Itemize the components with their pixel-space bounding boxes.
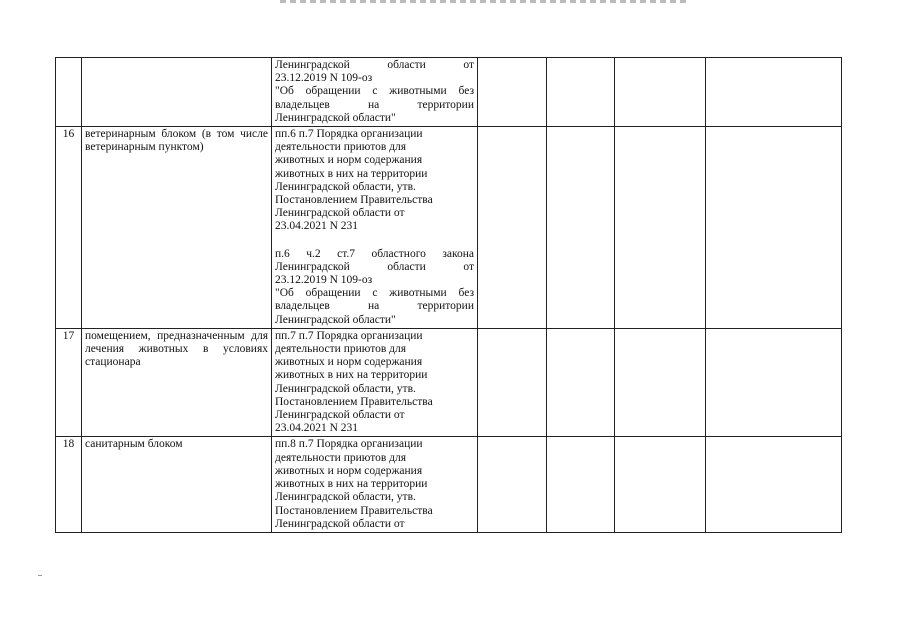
empty-cell — [706, 328, 842, 437]
reference-line: деятельности приютов для — [275, 451, 407, 464]
paragraph-gap — [275, 234, 474, 248]
empty-cell — [478, 328, 547, 437]
legal-reference — [272, 127, 478, 329]
reference-line: Ленинградской области, утв. — [275, 180, 416, 193]
reference-line: пп.7 п.7 Порядка организации — [275, 329, 423, 342]
reference-line: 23.04.2021 N 231 — [275, 220, 359, 233]
reference-line: 23.04.2021 N 231 — [275, 422, 359, 435]
table-row — [56, 127, 842, 329]
empty-cell — [615, 437, 706, 532]
empty-cell — [615, 127, 706, 329]
reference-line: Ленинградской области, утв. — [275, 382, 416, 395]
reference-line: пп.8 п.7 Порядка организации — [275, 438, 423, 451]
reference-line: Постановлением Правительства — [275, 194, 433, 207]
table-body — [56, 58, 842, 533]
table-row — [56, 58, 842, 127]
reference-line: Постановлением Правительства — [275, 395, 433, 408]
empty-cell — [615, 328, 706, 437]
reference-line: владельцев на территории — [275, 300, 474, 313]
empty-cell — [547, 328, 615, 437]
reference-line: пп.6 п.7 Порядка организации — [275, 128, 423, 141]
requirement-subject — [82, 58, 272, 127]
reference-line: 23.12.2019 N 109-оз — [275, 274, 373, 287]
table-row — [56, 328, 842, 437]
row-number: 18 — [56, 437, 82, 532]
reference-line: Ленинградской области от — [275, 59, 474, 71]
requirements-table — [55, 57, 842, 533]
legal-reference — [272, 437, 478, 532]
empty-cell — [706, 58, 842, 127]
reference-line: Ленинградской области от — [275, 409, 405, 422]
requirement-subject: санитарным блоком — [82, 437, 272, 532]
reference-line: животных и норм содержания — [275, 464, 423, 477]
empty-cell — [547, 58, 615, 127]
empty-cell — [478, 437, 547, 532]
reference-line: 23.12.2019 N 109-оз — [275, 72, 373, 85]
reference-line: животных и норм содержания — [275, 154, 423, 167]
requirement-subject: ветеринарным блоком (в том числе ветеринарным пунктом) — [82, 127, 272, 329]
reference-line: владельцев на территории — [275, 98, 474, 111]
reference-line: Ленинградской области от — [275, 260, 474, 273]
legal-reference — [272, 328, 478, 437]
row-number — [56, 58, 82, 127]
table-row — [56, 437, 842, 532]
reference-line: Ленинградской области, утв. — [275, 491, 416, 504]
reference-line: "Об обращении с животными без — [275, 287, 474, 300]
scan-artifact-dot — [38, 575, 42, 576]
reference-line: "Об обращении с животными без — [275, 85, 474, 98]
reference-line: Ленинградской области" — [275, 111, 396, 124]
reference-line: Ленинградской области" — [275, 313, 396, 326]
row-number: 17 — [56, 328, 82, 437]
reference-line: Постановлением Правительства — [275, 504, 433, 517]
empty-cell — [478, 58, 547, 127]
row-number: 16 — [56, 127, 82, 329]
empty-cell — [478, 127, 547, 329]
empty-cell — [706, 437, 842, 532]
empty-cell — [547, 437, 615, 532]
scan-artifact-top — [280, 0, 690, 3]
reference-line: Ленинградской области от — [275, 517, 405, 530]
reference-line: Ленинградской области от — [275, 207, 405, 220]
requirement-subject: помещением, предназначенным для лечения животных в условиях стационара — [82, 328, 272, 437]
reference-line: животных в них на территории — [275, 478, 428, 491]
reference-line: животных в них на территории — [275, 167, 428, 180]
reference-line: п.6 ч.2 ст.7 областного закона — [275, 247, 474, 260]
legal-reference — [272, 58, 478, 127]
reference-line: деятельности приютов для — [275, 141, 407, 154]
empty-cell — [615, 58, 706, 127]
reference-line: деятельности приютов для — [275, 343, 407, 356]
reference-line: животных и норм содержания — [275, 356, 423, 369]
empty-cell — [706, 127, 842, 329]
reference-line: животных в них на территории — [275, 369, 428, 382]
empty-cell — [547, 127, 615, 329]
